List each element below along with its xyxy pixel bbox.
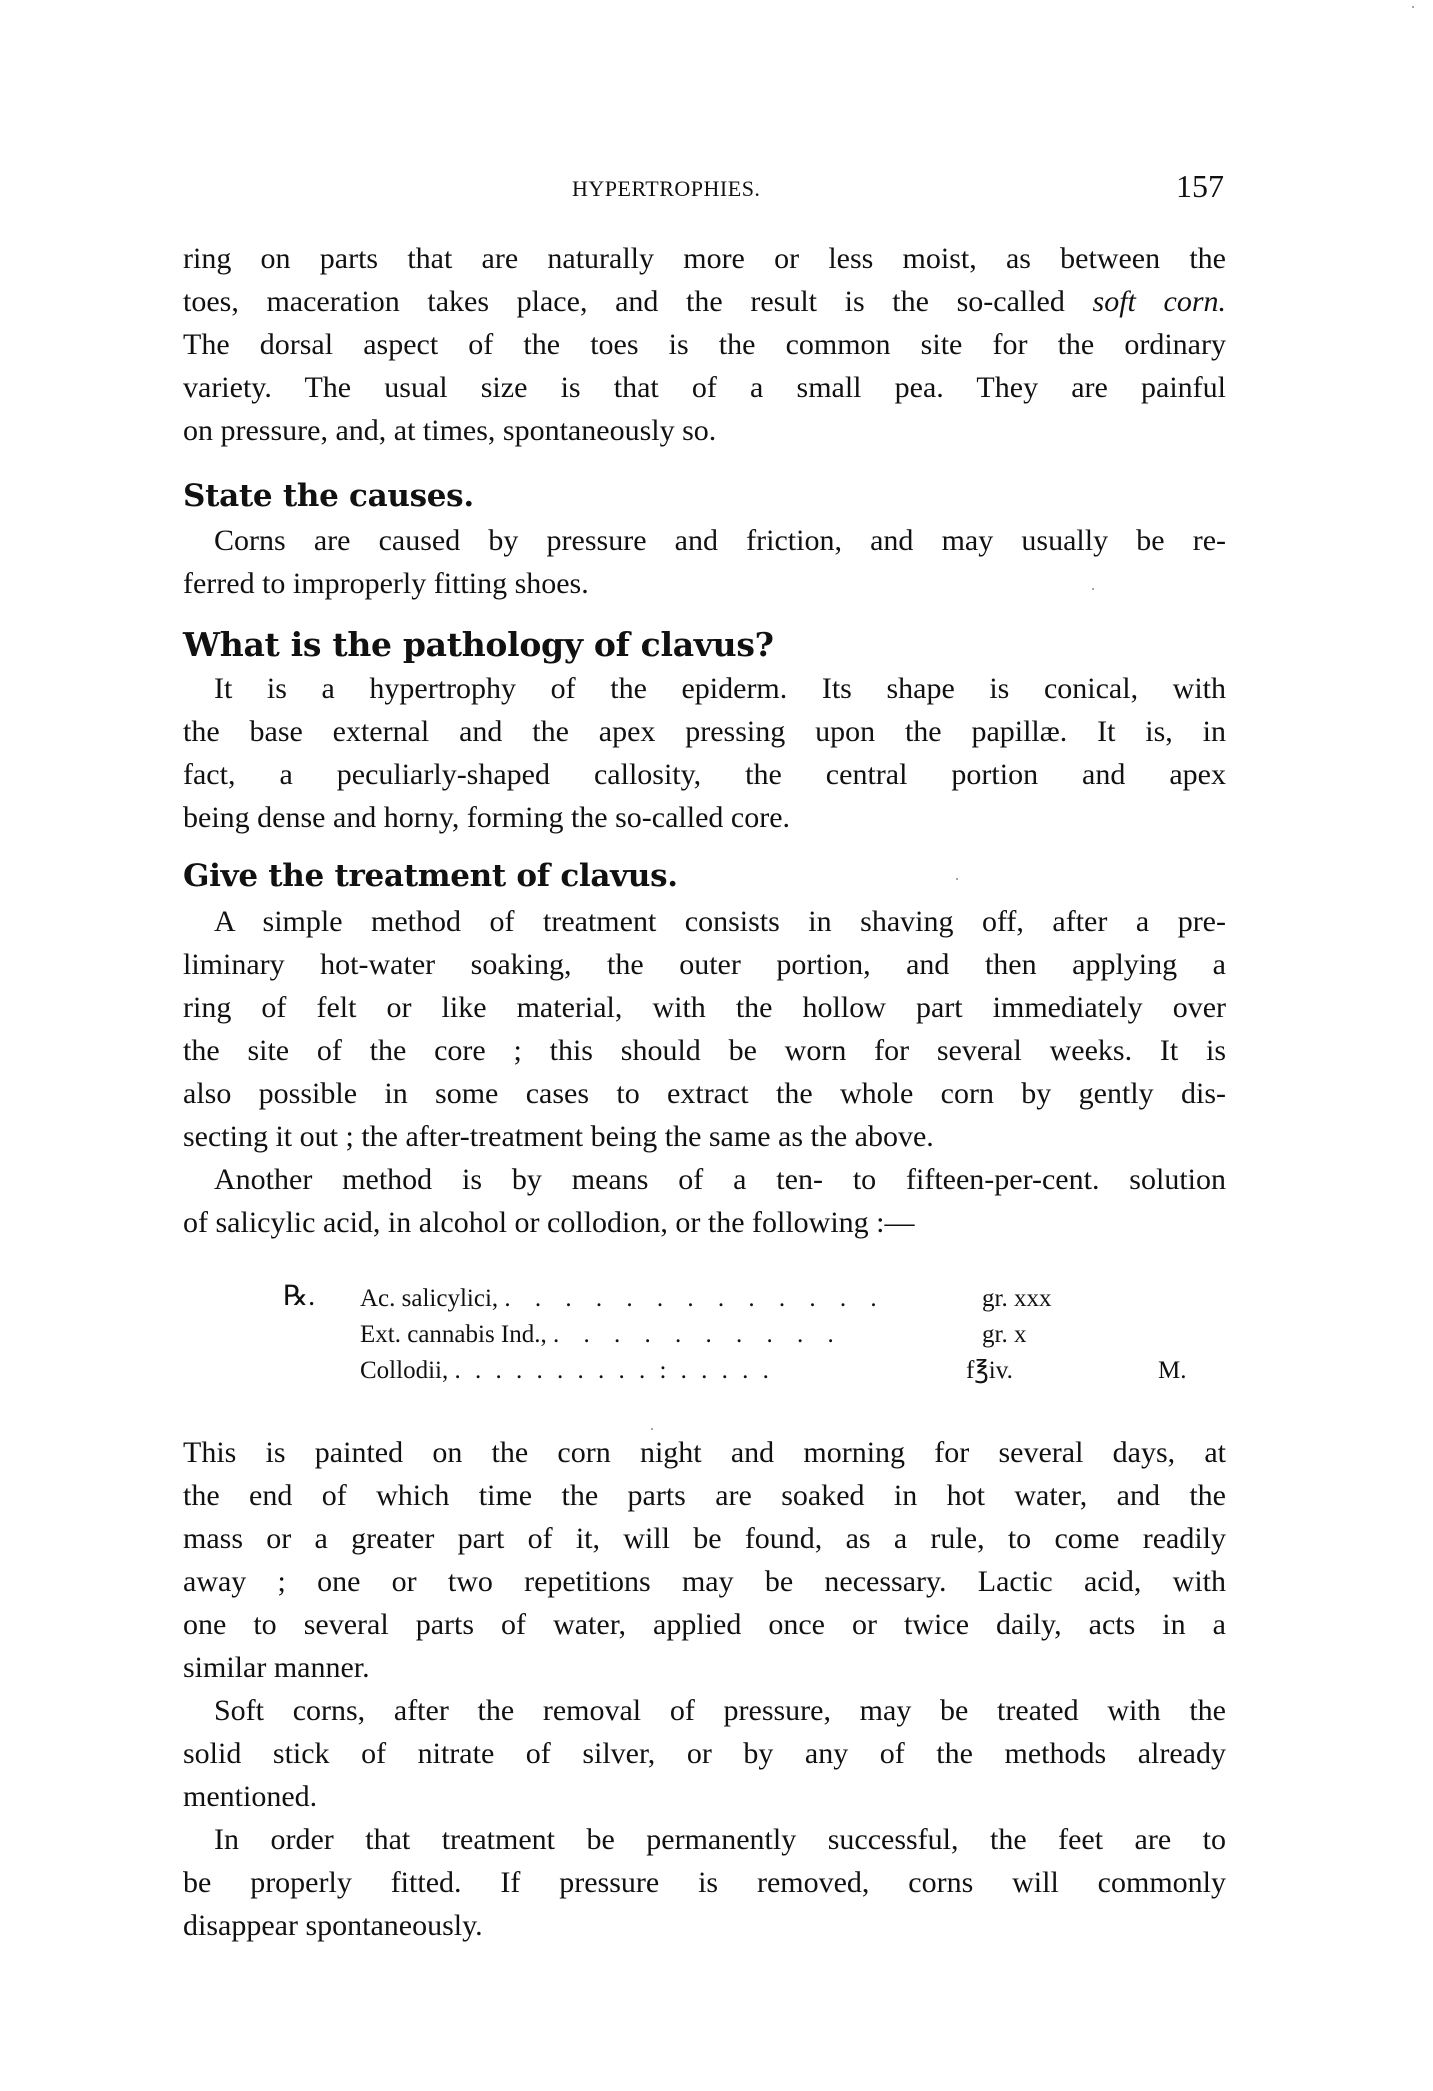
scan-speck xyxy=(956,878,958,880)
text-line: Corns are caused by pressure and friction, and may usually be re- xyxy=(214,524,1226,557)
text-line: variety. The usual size is that of a small pea. They are painful xyxy=(183,371,1226,404)
text-line: In order that treatment be permanently successful, the feet are to xyxy=(214,1823,1226,1856)
text-line: disappear spontaneously. xyxy=(183,1909,483,1942)
text-line: of salicylic acid, in alcohol or collodion, or the following :— xyxy=(183,1206,915,1239)
section-heading-pathology: What is the pathology of clavus? xyxy=(183,625,774,664)
text-line: similar manner. xyxy=(183,1651,370,1684)
text-line: being dense and horny, forming the so-called core. xyxy=(183,801,791,834)
recipe-symbol: ℞. xyxy=(283,1281,316,1312)
text-line: Soft corns, after the removal of pressure, may be treated with the xyxy=(214,1694,1226,1727)
text-line: ferred to improperly fitting shoes. xyxy=(183,567,589,600)
scan-speck xyxy=(651,1428,653,1430)
text-line: mentioned. xyxy=(183,1780,318,1813)
text-line: on pressure, and, at times, spontaneously so. xyxy=(183,414,717,447)
text-line: the end of which time the parts are soaked in hot water, and the xyxy=(183,1479,1226,1512)
running-head xyxy=(0,168,1433,204)
text-fragment: toes, maceration takes place, and the result is the so-called xyxy=(183,285,1093,318)
text-line: liminary hot-water soaking, the outer portion, and then applying a xyxy=(183,948,1226,981)
text-line: mass or a greater part of it, will be found, as a rule, to come readily xyxy=(183,1522,1226,1555)
section-heading-causes: State the causes. xyxy=(183,478,474,514)
scan-speck xyxy=(1092,588,1094,590)
text-line: ring of felt or like material, with the hollow part immediately over xyxy=(183,991,1226,1024)
leader-dots: . . . . . . . . . . . . . xyxy=(504,1285,886,1312)
leader-dots: . . . . . . . . . . : . . . . . xyxy=(454,1357,773,1384)
italic-term: soft corn. xyxy=(1092,285,1226,318)
text-line: A simple method of treatment consists in shaving off, after a pre- xyxy=(214,905,1226,938)
text-line xyxy=(183,282,1226,322)
ingredient-dose: gr. x xyxy=(982,1321,1027,1348)
text-line: away ; one or two repetitions may be necessary. Lactic acid, with xyxy=(183,1565,1226,1598)
text-line: be properly fitted. If pressure is removed, corns will commonly xyxy=(183,1866,1226,1899)
text-line: also possible in some cases to extract the whole corn by gently dis- xyxy=(183,1077,1226,1110)
ingredient-label: Ext. cannabis Ind., xyxy=(360,1321,547,1348)
text-line: It is a hypertrophy of the epiderm. Its shape is conical, with xyxy=(214,672,1226,705)
text-line: ring on parts that are naturally more or less moist, as between the xyxy=(183,242,1226,275)
text-line: the site of the core ; this should be worn for several weeks. It is xyxy=(183,1034,1226,1067)
text-line: solid stick of nitrate of silver, or by any of the methods already xyxy=(183,1737,1226,1770)
ingredient-label: Collodii, xyxy=(360,1357,449,1384)
text-line: fact, a peculiarly-shaped callosity, the central portion and apex xyxy=(183,758,1226,791)
text-line: one to several parts of water, applied once or twice daily, acts in a xyxy=(183,1608,1226,1641)
section-heading-treatment: Give the treatment of clavus. xyxy=(183,858,678,894)
text-line: secting it out ; the after-treatment being the same as the above. xyxy=(183,1120,934,1153)
running-title: HYPERTROPHIES. xyxy=(572,176,761,201)
text-line: This is painted on the corn night and morning for several days, at xyxy=(183,1436,1226,1469)
ingredient-name xyxy=(360,1282,886,1316)
ingredient-dose: gr. xxx xyxy=(982,1285,1052,1312)
text-line: the base external and the apex pressing upon the papillæ. It is, in xyxy=(183,715,1226,748)
text-line: Another method is by means of a ten- to fifteen-per-cent. solution xyxy=(214,1163,1226,1196)
ingredient-label: Ac. salicylici, xyxy=(360,1285,499,1312)
scan-speck xyxy=(1412,6,1414,8)
text-line: The dorsal aspect of the toes is the common site for the ordinary xyxy=(183,328,1226,361)
misce-mark: M. xyxy=(1158,1357,1187,1384)
leader-dots: . . . . . . . . . . xyxy=(553,1321,843,1348)
ingredient-name xyxy=(360,1354,773,1388)
page-number: 157 xyxy=(1176,168,1224,204)
ingredient-dose: f℥iv. xyxy=(966,1357,1013,1384)
ingredient-name xyxy=(360,1318,843,1352)
